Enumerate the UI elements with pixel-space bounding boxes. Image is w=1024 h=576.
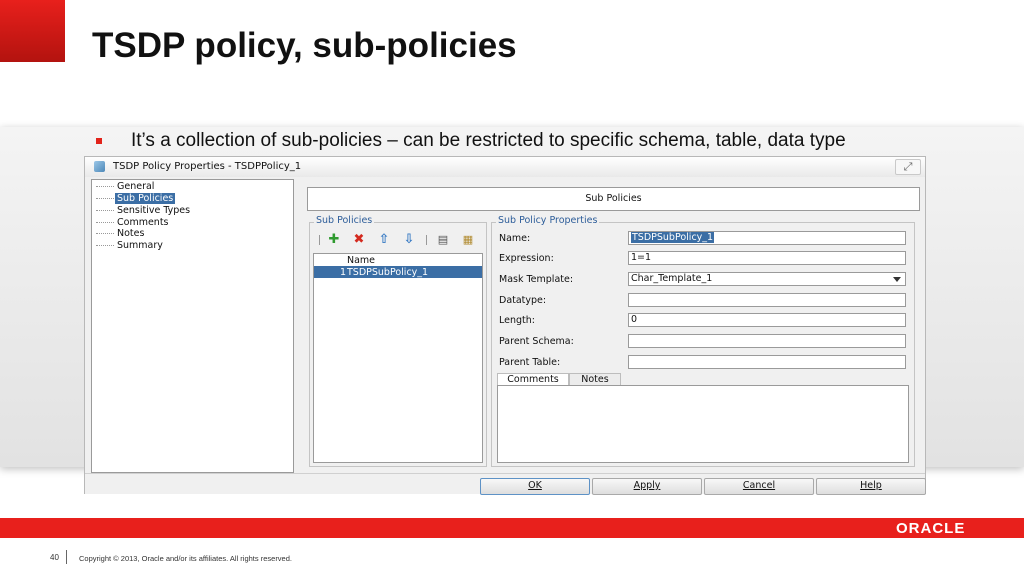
chevron-down-icon[interactable] bbox=[893, 277, 901, 282]
help-button[interactable]: Help bbox=[816, 478, 926, 495]
copyright-text: Copyright © 2013, Oracle and/or its affiliates. All rights reserved. bbox=[79, 554, 292, 563]
nav-item-label: Summary bbox=[117, 240, 163, 251]
expression-field[interactable]: 1=1 bbox=[628, 251, 906, 265]
cancel-button[interactable]: Cancel bbox=[704, 478, 814, 495]
name-field[interactable] bbox=[628, 231, 906, 245]
dialog-button-bar bbox=[85, 473, 925, 494]
parent-schema-field[interactable] bbox=[628, 334, 906, 348]
datatype-field[interactable] bbox=[628, 293, 906, 307]
footer-red-bar bbox=[0, 518, 1024, 538]
policy-properties-dialog bbox=[84, 156, 926, 494]
expression-label: Expression: bbox=[499, 253, 554, 264]
move-down-icon[interactable]: ⇩ bbox=[403, 232, 415, 247]
paste-icon[interactable]: ▦ bbox=[462, 233, 474, 246]
comments-textarea[interactable] bbox=[497, 385, 909, 463]
mask-template-select[interactable] bbox=[628, 272, 906, 286]
page-number: 40 bbox=[50, 553, 59, 562]
row-name: TSDPSubPolicy_1 bbox=[347, 267, 429, 278]
nav-item-label: General bbox=[117, 181, 155, 192]
tab-notes[interactable]: Notes bbox=[569, 373, 621, 386]
maximize-icon[interactable]: ⤢ bbox=[895, 159, 921, 175]
copy-icon[interactable]: ▤ bbox=[437, 233, 449, 246]
apply-button[interactable]: Apply bbox=[592, 478, 702, 495]
delete-icon[interactable]: ✖ bbox=[353, 232, 365, 247]
nav-item-label: Comments bbox=[117, 217, 169, 228]
oracle-logo: ORACLE bbox=[896, 520, 966, 537]
bullet-text: It’s a collection of sub-policies – can be restricted to specific schema, table, data type bbox=[131, 130, 846, 151]
add-icon[interactable]: ✚ bbox=[328, 232, 340, 247]
column-header-name[interactable]: Name bbox=[347, 255, 376, 266]
mask-template-value: Char_Template_1 bbox=[631, 273, 713, 284]
bullet-square-icon bbox=[96, 138, 102, 144]
toolbar-separator bbox=[426, 235, 427, 245]
toolbar-separator bbox=[319, 235, 320, 245]
red-corner-block bbox=[0, 0, 65, 62]
list-item[interactable] bbox=[314, 266, 482, 278]
mask-template-label: Mask Template: bbox=[499, 274, 574, 285]
properties-group-label: Sub Policy Properties bbox=[498, 215, 598, 226]
nav-item-notes[interactable] bbox=[96, 228, 146, 240]
nav-item-label: Sensitive Types bbox=[117, 205, 191, 216]
slide-title: TSDP policy, sub-policies bbox=[92, 26, 517, 65]
name-label: Name: bbox=[499, 233, 531, 244]
name-value: TSDPSubPolicy_1 bbox=[632, 232, 714, 243]
sub-policies-group-label: Sub Policies bbox=[316, 215, 373, 226]
nav-item-general[interactable] bbox=[96, 181, 156, 193]
nav-item-label: Sub Policies bbox=[117, 193, 174, 204]
ok-button[interactable]: OK bbox=[480, 478, 590, 495]
nav-item-summary[interactable] bbox=[96, 240, 165, 252]
length-field[interactable]: 0 bbox=[628, 313, 906, 327]
dialog-titlebar bbox=[85, 157, 925, 177]
length-label: Length: bbox=[499, 315, 535, 326]
sub-policies-toolbar bbox=[317, 233, 487, 247]
nav-item-label: Notes bbox=[117, 228, 145, 239]
nav-item-sub-policies[interactable] bbox=[96, 193, 175, 205]
dialog-app-icon bbox=[94, 161, 105, 172]
row-number: 1 bbox=[339, 267, 346, 278]
nav-item-sensitive-types[interactable] bbox=[96, 205, 192, 217]
datatype-label: Datatype: bbox=[499, 295, 547, 306]
section-header: Sub Policies bbox=[307, 187, 920, 211]
tab-comments[interactable]: Comments bbox=[497, 373, 569, 386]
move-up-icon[interactable]: ⇧ bbox=[378, 232, 390, 247]
parent-schema-label: Parent Schema: bbox=[499, 336, 574, 347]
footer-divider bbox=[66, 550, 67, 564]
parent-table-label: Parent Table: bbox=[499, 357, 561, 368]
parent-table-field[interactable] bbox=[628, 355, 906, 369]
nav-tree bbox=[91, 179, 294, 473]
dialog-title: TSDP Policy Properties - TSDPPolicy_1 bbox=[113, 161, 302, 172]
sub-policies-list bbox=[313, 253, 483, 463]
